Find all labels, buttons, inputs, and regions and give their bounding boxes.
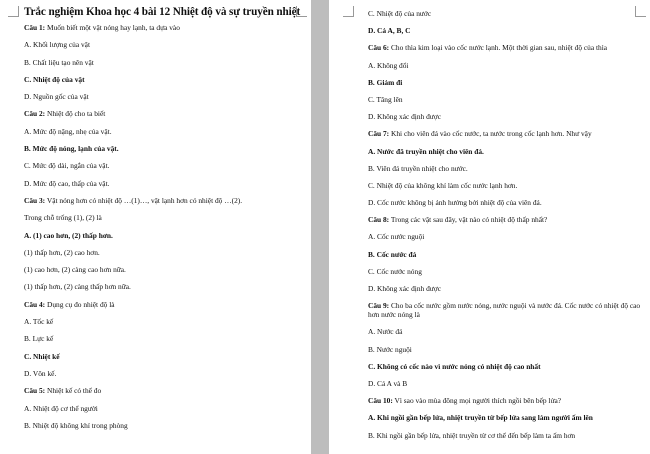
line-text: D. Không xác định được: [368, 112, 441, 122]
answer-line-correct: [368, 147, 642, 156]
right-page-lines: [368, 9, 642, 440]
answer-line: [24, 248, 303, 257]
line-text: A. (1) cao hơn, (2) thấp hơn.: [24, 230, 113, 240]
line-text: A. Khối lượng của vật: [24, 40, 90, 50]
answer-line-correct: [24, 144, 303, 153]
question-number: Câu 1:: [24, 23, 46, 32]
line-text: Nhiệt kế có thể đo: [45, 386, 102, 396]
line-text: Cho thìa kim loại vào cốc nước lạnh. Một thời gian sau, nhiệt độ của thìa: [389, 43, 608, 53]
line-text: D. Nguồn gốc của vật: [24, 92, 89, 102]
document-page-left: [0, 0, 311, 454]
line-text: B. Nước nguội: [368, 344, 412, 354]
question-number: Câu 8:: [368, 215, 390, 225]
line-text: Nhiệt độ cho ta biết: [45, 109, 106, 119]
line-text: A. Nhiệt độ cơ thể người: [24, 403, 98, 413]
answer-line: [368, 61, 642, 70]
answer-line: [24, 334, 303, 343]
line-text: B. Lực kế: [24, 334, 54, 344]
question-line: [24, 196, 303, 205]
answer-line: [24, 317, 303, 326]
line-text: A. Cốc nước nguội: [368, 232, 425, 242]
question-line: [24, 300, 303, 309]
question-number: Câu 6:: [368, 43, 390, 53]
answer-line: [368, 112, 642, 121]
answer-line: [24, 404, 303, 413]
line-text: C. Không có cốc nào vì nước nóng có nhiệt độ cao nhất: [368, 361, 541, 371]
answer-line-correct: [24, 352, 303, 361]
page-gutter: [311, 0, 329, 454]
line-text: Trong các vật sau đây, vật nào có nhiệt độ thấp nhất?: [389, 215, 548, 225]
line-text: B. Cốc nước đá: [368, 249, 417, 259]
line-text: B. Viên đá truyền nhiệt cho nước.: [368, 163, 468, 173]
line-text: Muốn biết một vật nóng hay lạnh, ta dựa vào: [45, 23, 180, 32]
question-line: [368, 129, 642, 138]
document-page-right: [329, 0, 650, 454]
answer-line-correct: [24, 231, 303, 240]
line-text: C. Cốc nước nóng: [368, 266, 422, 276]
line-text: (1) thấp hơn, (2) cao hơn.: [24, 247, 100, 257]
question-line: [368, 396, 642, 405]
answer-line: [24, 161, 303, 170]
line-text: Khi cho viên đá vào cốc nước, ta nước trong cốc lạnh hơn. Như vậy: [389, 129, 592, 139]
line-text: C. Nhiệt kế: [24, 351, 60, 361]
question-number: Câu 3:: [24, 195, 46, 205]
page-corner-mark: [296, 6, 307, 17]
answer-line: [368, 327, 642, 336]
line-text: C. Nhiệt độ của không khí làm cốc nước lạnh hơn.: [368, 180, 518, 190]
line-text: B. Mức độ nóng, lạnh của vật.: [24, 144, 119, 154]
answer-line-correct: [24, 75, 303, 84]
line-text: (1) thấp hơn, (2) càng thấp hơn nữa.: [24, 282, 131, 292]
line-text: A. Nước đã truyền nhiệt cho viên đá.: [368, 146, 484, 156]
line-text: Cho ba cốc nước gồm nước nóng, nước nguội và nước đá. Cốc nước có nhiệt độ cao hơn nước nóng là: [368, 301, 641, 320]
answer-line: [368, 345, 642, 354]
answer-line: [24, 265, 303, 274]
question-number: Câu 5:: [24, 386, 46, 396]
answer-line: [368, 431, 642, 440]
answer-line: [24, 127, 303, 136]
line-text: Dụng cụ đo nhiệt độ là: [45, 299, 115, 309]
line-text: A. Tốc kế: [24, 317, 54, 327]
answer-line: [368, 232, 642, 241]
left-page-lines: [24, 23, 303, 430]
question-line: [368, 301, 642, 319]
answer-line: [24, 92, 303, 101]
answer-line: [24, 282, 303, 291]
line-text: B. Khi ngồi gần bếp lửa, nhiệt truyền từ cơ thể đến bếp làm ta ấm hơn: [368, 430, 576, 440]
answer-line: [368, 379, 642, 388]
page-corner-mark: [635, 6, 646, 17]
page-corner-mark: [343, 6, 354, 17]
question-number: Câu 4:: [24, 299, 46, 309]
line-text: D. Cốc nước không bị ảnh hưởng bởi nhiệt độ của viên đá.: [368, 198, 542, 208]
answer-line: [368, 9, 642, 18]
answer-line: [24, 179, 303, 188]
answer-line-correct: [368, 362, 642, 371]
question-line: [368, 43, 642, 52]
line-text: C. Nhiệt độ của vật: [24, 74, 85, 84]
line-text: Trong chỗ trống (1), (2) là: [24, 213, 102, 223]
line-text: D. Cả A, B, C: [368, 26, 411, 36]
question-number: Câu 10:: [368, 396, 393, 406]
line-text: B. Giảm đi: [368, 77, 403, 87]
line-text: A. Khi ngồi gần bếp lửa, nhiệt truyền từ bếp lửa sang làm người ấm lên: [368, 413, 593, 423]
line-text: B. Chất liệu tạo nên vật: [24, 57, 94, 67]
answer-line: [24, 421, 303, 430]
answer-line-correct: [368, 413, 642, 422]
answer-line: [368, 95, 642, 104]
line-text: Vì sao vào mùa đông mọi người thích ngồi bên bếp lửa?: [392, 396, 562, 406]
question-number: Câu 7:: [368, 129, 390, 139]
line-text: (1) cao hơn, (2) càng cao hơn nữa.: [24, 265, 126, 275]
line-text: D. Không xác định được: [368, 284, 441, 293]
line-text: C. Tăng lên: [368, 94, 403, 104]
question-line: [24, 109, 303, 118]
answer-line: [368, 284, 642, 293]
answer-line: [24, 40, 303, 49]
page-corner-mark: [8, 6, 19, 17]
answer-line: [24, 213, 303, 222]
question-line: [24, 23, 303, 32]
line-text: A. Nước đá: [368, 327, 403, 337]
question-line: [24, 386, 303, 395]
answer-line: [368, 181, 642, 190]
line-text: D. Cả A và B: [368, 378, 408, 388]
answer-line: [368, 267, 642, 276]
answer-line: [24, 58, 303, 67]
line-text: D. Vôn kế.: [24, 368, 57, 378]
answer-line: [368, 198, 642, 207]
question-number: Câu 2:: [24, 109, 46, 119]
line-text: B. Nhiệt độ không khí trong phòng: [24, 420, 128, 430]
answer-line-correct: [368, 26, 642, 35]
line-text: C. Nhiệt độ của nước: [368, 9, 432, 18]
answer-line-correct: [368, 78, 642, 87]
document-title: Trắc nghiệm Khoa học 4 bài 12 Nhiệt độ và sự truyền nhiệt: [24, 6, 301, 18]
line-text: C. Mức độ dài, ngắn của vật.: [24, 161, 110, 171]
line-text: A. Mức độ nặng, nhẹ của vật.: [24, 126, 112, 136]
line-text: D. Mức độ cao, thấp của vật.: [24, 178, 110, 188]
question-line: [368, 215, 642, 224]
answer-line-correct: [368, 250, 642, 259]
answer-line: [24, 369, 303, 378]
line-text: Vật nóng hơn có nhiệt độ …(1)…, vật lạnh hơn có nhiệt độ …(2).: [45, 195, 243, 205]
answer-line: [368, 164, 642, 173]
line-text: A. Không đổi: [368, 60, 409, 70]
question-number: Câu 9:: [368, 301, 390, 311]
